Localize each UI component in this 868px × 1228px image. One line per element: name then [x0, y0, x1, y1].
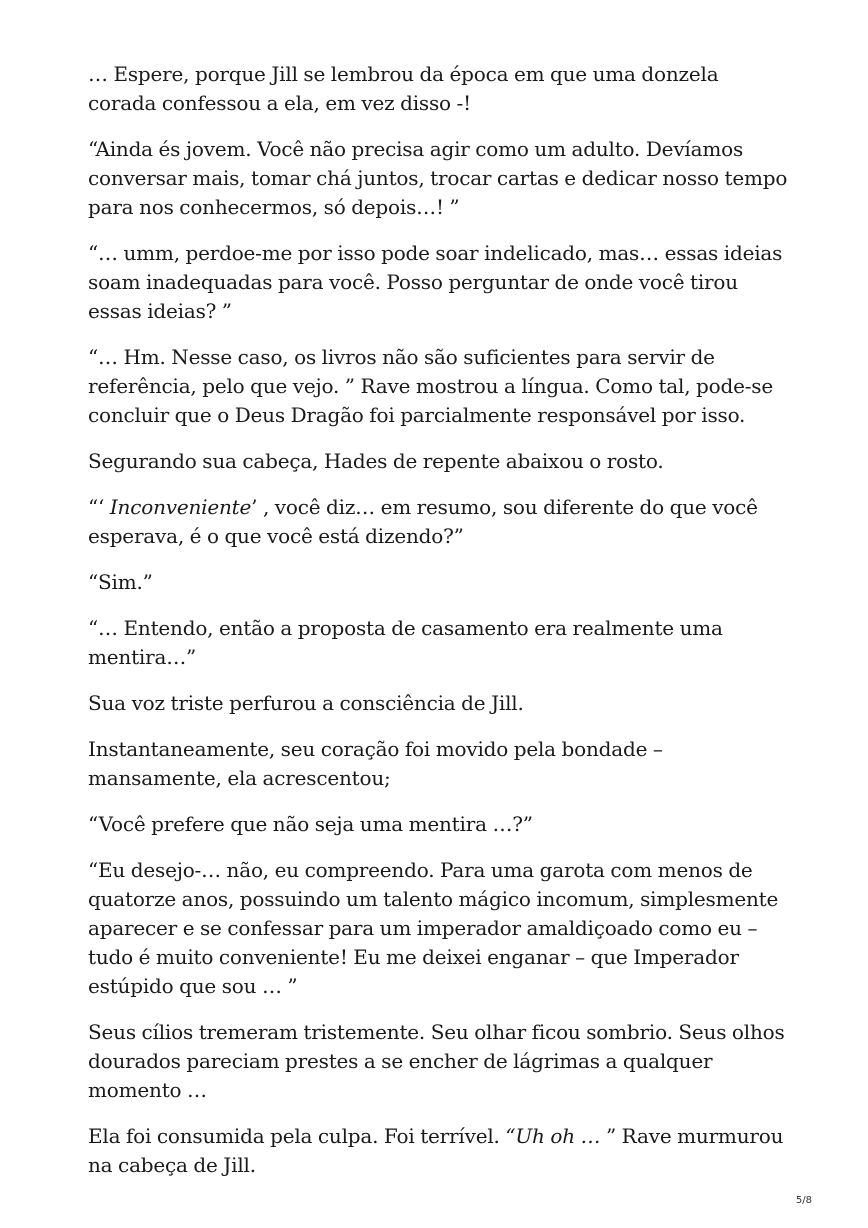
page-number: 5/8: [795, 1195, 812, 1206]
paragraph: “Você prefere que não seja uma mentira …?”: [88, 812, 533, 836]
paragraph: “Ainda és jovem. Você não precisa agir como um adulto. Devíamos conversar mais, tomar chá juntos, trocar cartas e dedicar nosso tempo para nos conhecermos, só depois…! ”: [88, 137, 788, 219]
paragraph-text: “‘: [88, 495, 110, 519]
paragraph: … Espere, porque Jill se lembrou da época em que uma donzela corada confessou a ela, em vez disso -!: [88, 62, 719, 115]
paragraph: Instantaneamente, seu coração foi movido pela bondade – mansamente, ela acrescentou;: [88, 737, 663, 790]
paragraph: Seus cílios tremeram tristemente. Seu olhar ficou sombrio. Seus olhos dourados pareciam prestes a se encher de lágrimas a qualquer momento …: [88, 1020, 785, 1102]
paragraph: [88, 493, 788, 551]
italic-phrase: “Uh oh …: [505, 1124, 601, 1148]
paragraph: “Sim.”: [88, 570, 153, 594]
paragraph: “… Hm. Nesse caso, os livros não são suficientes para servir de referência, pelo que vejo. ” Rave mostrou a língua. Como tal, pode-se concluir que o Deus Dragão foi parcialmente responsável por isso.: [88, 345, 773, 427]
italic-word: Inconveniente: [109, 495, 252, 519]
paragraph: “… umm, perdoe-me por isso pode soar indelicado, mas… essas ideias soam inadequadas para você. Posso perguntar de onde você tirou essas ideias? ”: [88, 241, 783, 323]
paragraph: Sua voz triste perfurou a consciência de Jill.: [88, 691, 524, 715]
paragraph-text: Ela foi consumida pela culpa. Foi terrível.: [88, 1124, 506, 1148]
paragraph: Segurando sua cabeça, Hades de repente abaixou o rosto.: [88, 449, 664, 473]
paragraph: [88, 1122, 788, 1180]
paragraph-text: ’ , você diz… em resumo, sou diferente do que você esperava, é o que você está dizendo?”: [88, 495, 758, 548]
paragraph: “Eu desejo-… não, eu compreendo. Para uma garota com menos de quatorze anos, possuindo um talento mágico incomum, simplesmente aparecer e se confessar para um imperador amaldiçoado como eu – tudo é muito conveniente! Eu me deixei enganar – que Imperador estúpido que sou … ”: [88, 858, 779, 998]
document-page: [88, 60, 788, 1197]
paragraph-text: ” Rave murmurou na cabeça de Jill.: [88, 1124, 784, 1177]
paragraph: “… Entendo, então a proposta de casamento era realmente uma mentira…”: [88, 616, 723, 669]
